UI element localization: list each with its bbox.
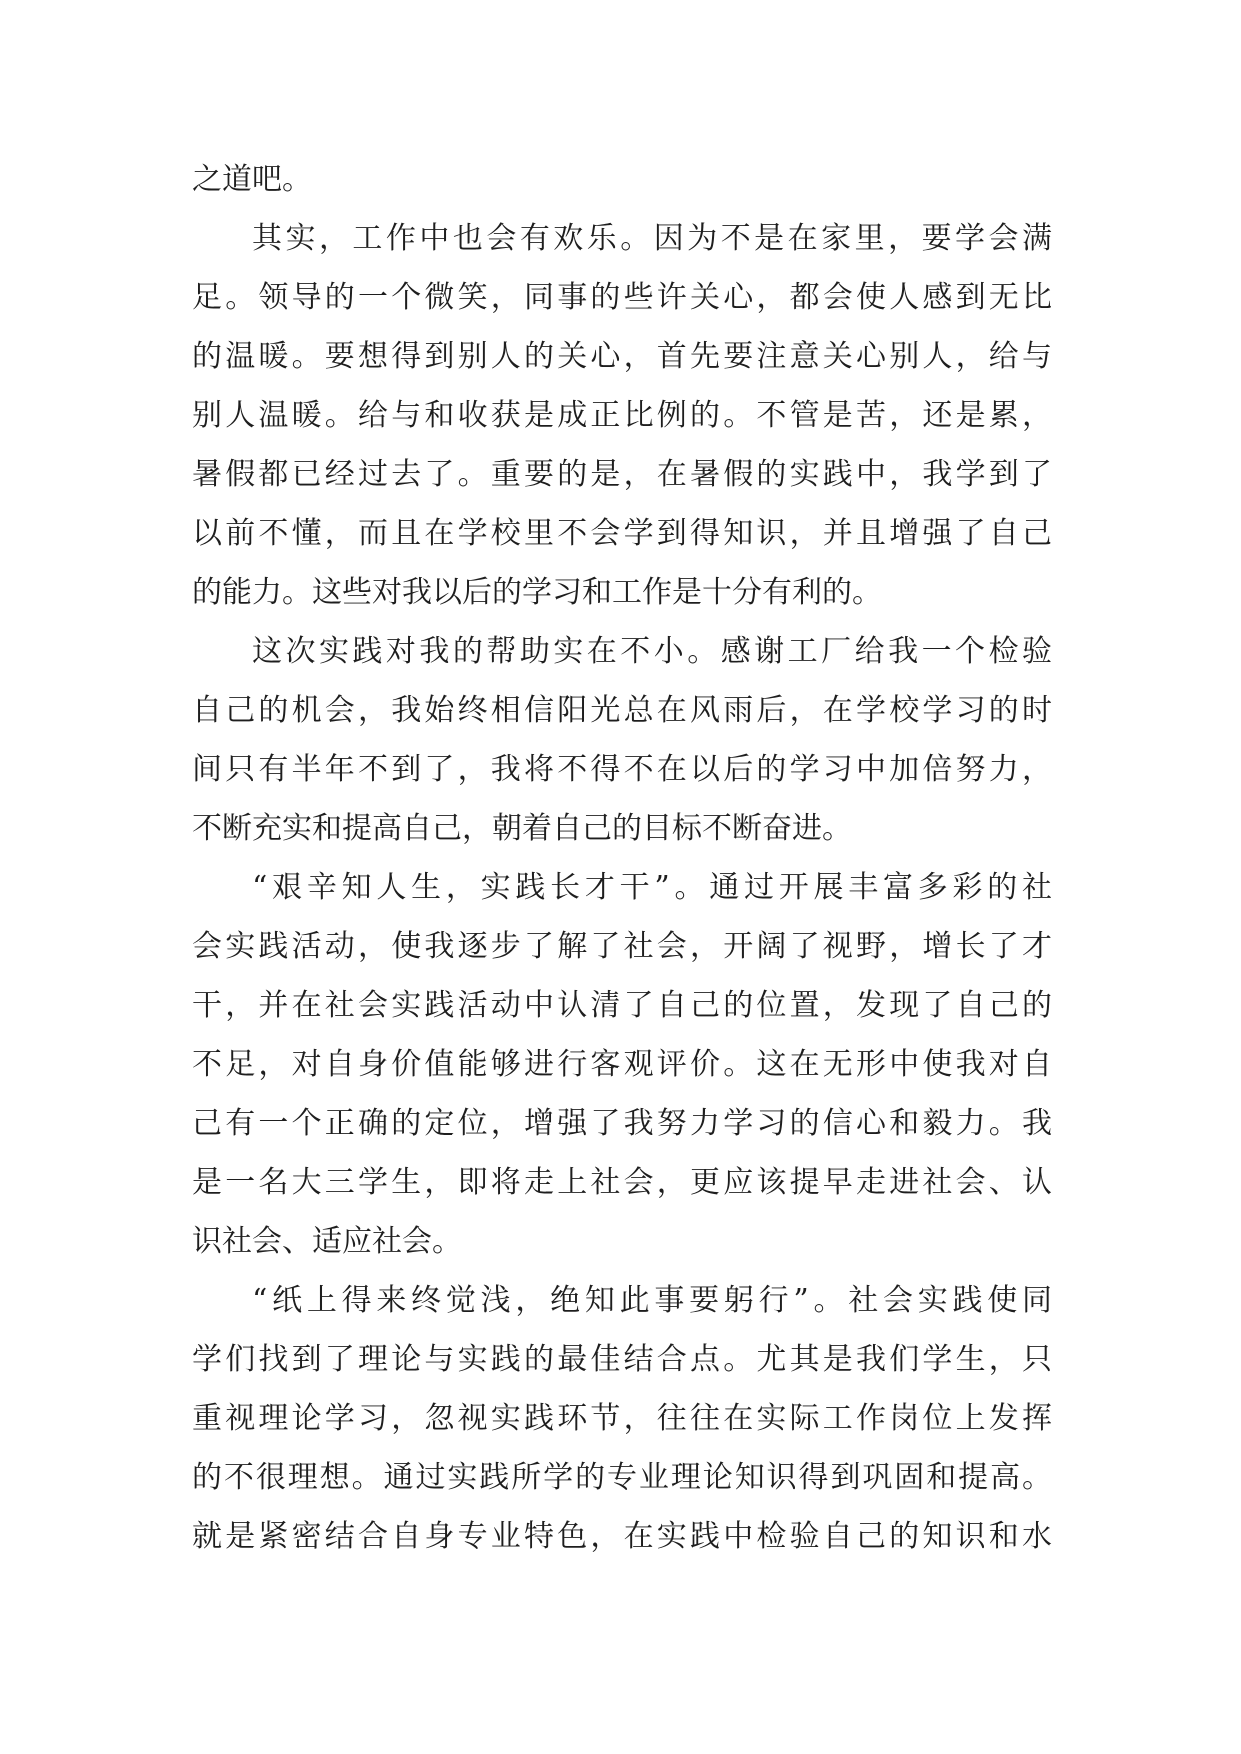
text-line: 足。领导的一个微笑，同事的些许关心，都会使人感到无比 (192, 280, 1052, 315)
paragraph-start-line: 这次实践对我的帮助实在不小。感谢工厂给我一个检验 (252, 634, 1052, 669)
text-line: 不足，对自身价值能够进行客观评价。这在无形中使我对自 (192, 1047, 1052, 1082)
text-line: 是一名大三学生，即将走上社会，更应该提早走进社会、认 (192, 1165, 1052, 1200)
text-line: 暑假都已经过去了。重要的是，在暑假的实践中，我学到了 (192, 457, 1052, 492)
text-line: 自己的机会，我始终相信阳光总在风雨后，在学校学习的时 (192, 693, 1052, 728)
text-line: 间只有半年不到了，我将不得不在以后的学习中加倍努力， (192, 752, 1052, 787)
text-line: 以前不懂，而且在学校里不会学到得知识，并且增强了自己 (192, 516, 1052, 551)
text-line: 己有一个正确的定位，增强了我努力学习的信心和毅力。我 (192, 1106, 1052, 1141)
text-line: 识社会、适应社会。 (192, 1224, 462, 1259)
text-line: 之道吧。 (192, 162, 312, 197)
paragraph-start-line: “纸上得来终觉浅，绝知此事要躬行”。社会实践使同 (252, 1283, 1052, 1318)
text-line: 别人温暖。给与和收获是成正比例的。不管是苦，还是累， (192, 398, 1052, 433)
text-line: 学们找到了理论与实践的最佳结合点。尤其是我们学生，只 (192, 1342, 1052, 1377)
text-line: 就是紧密结合自身专业特色，在实践中检验自己的知识和水 (192, 1519, 1052, 1554)
paragraph-start-line: 其实，工作中也会有欢乐。因为不是在家里，要学会满 (252, 221, 1052, 256)
text-line: 不断充实和提高自己，朝着自己的目标不断奋进。 (192, 811, 852, 846)
text-line: 的不很理想。通过实践所学的专业理论知识得到巩固和提高。 (192, 1460, 1052, 1495)
document-body (192, 150, 1052, 1566)
text-line: 的温暖。要想得到别人的关心，首先要注意关心别人，给与 (192, 339, 1052, 374)
text-line: 的能力。这些对我以后的学习和工作是十分有利的。 (192, 575, 882, 610)
text-line: 会实践活动，使我逐步了解了社会，开阔了视野，增长了才 (192, 929, 1052, 964)
text-line: 干，并在社会实践活动中认清了自己的位置，发现了自己的 (192, 988, 1052, 1023)
text-line: 重视理论学习，忽视实践环节，往往在实际工作岗位上发挥 (192, 1401, 1052, 1436)
paragraph-start-line: “艰辛知人生，实践长才干”。通过开展丰富多彩的社 (252, 870, 1052, 905)
